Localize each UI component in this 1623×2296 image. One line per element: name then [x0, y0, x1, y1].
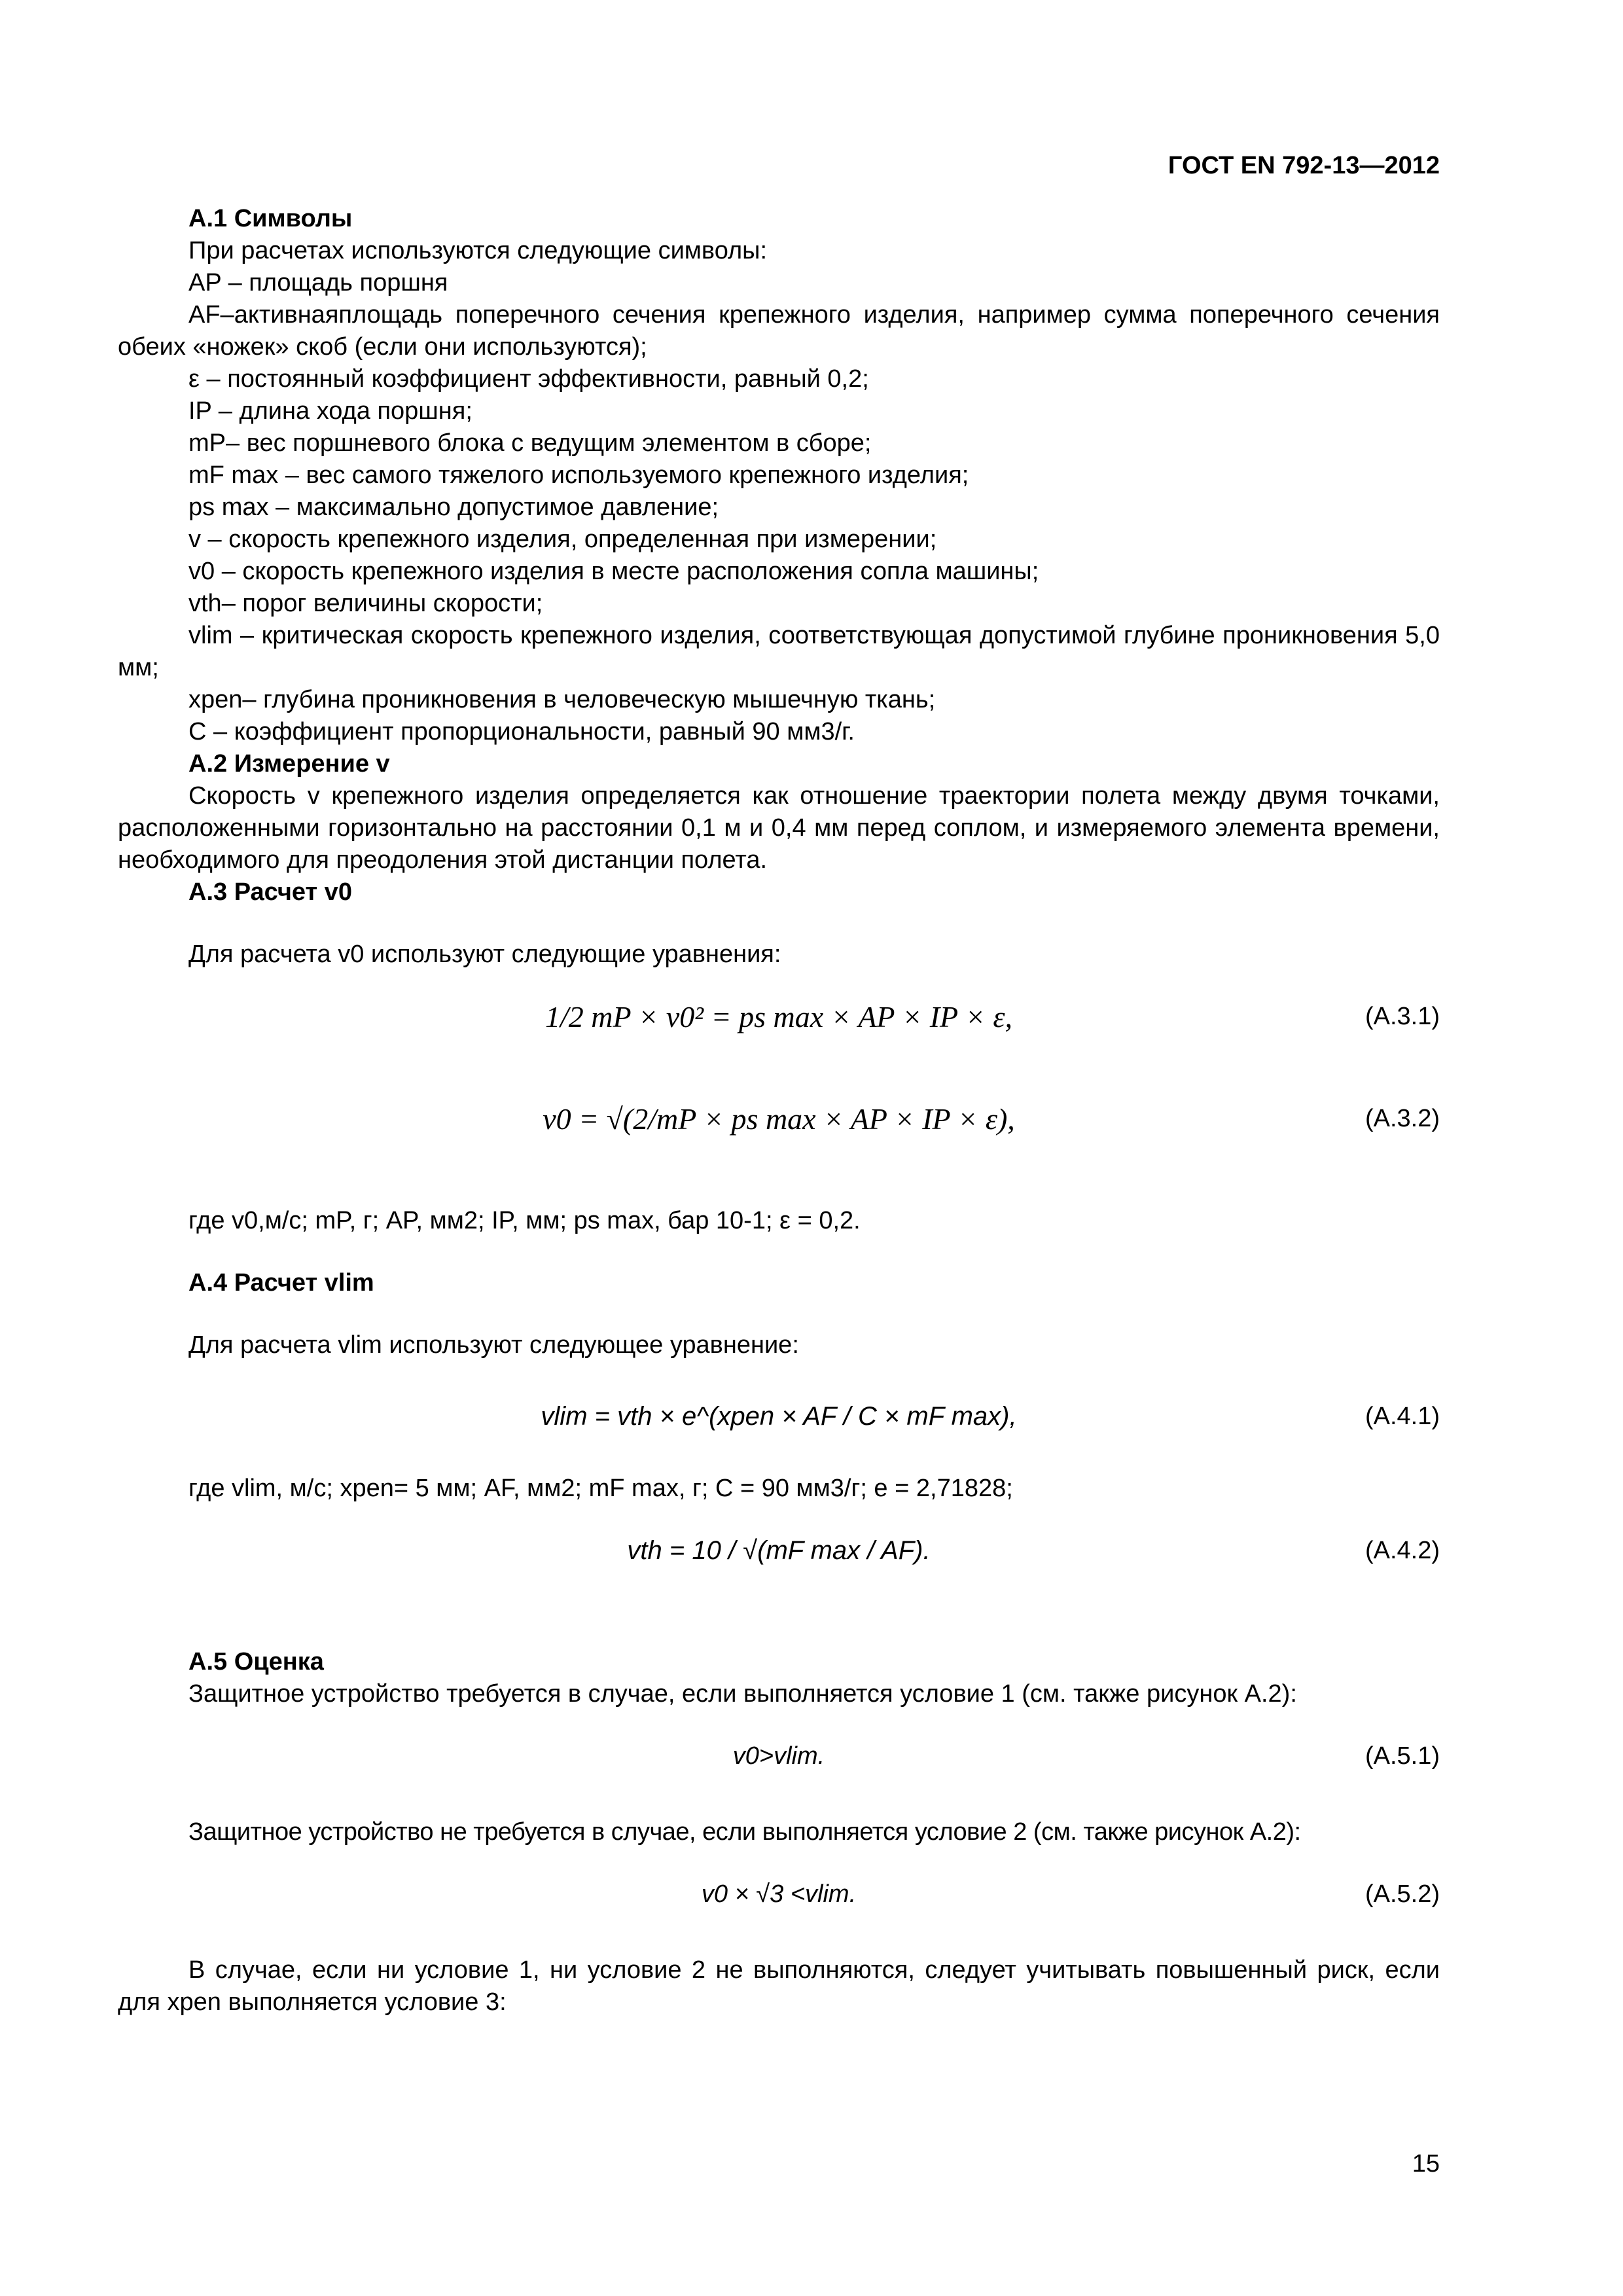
formula-a3-1-expression: 1/2 mP × v0² = ps max × AP × IP × ε,: [545, 1000, 1012, 1033]
formula-a3-2: [118, 1103, 1440, 1175]
symbol-item: AF–активнаяплощадь поперечного сечения крепежного изделия, например сумма поперечного сечения обеих «ножек» скоб (если они используются);: [118, 301, 1440, 361]
formula-a3-1-number: (A.3.1): [1364, 1003, 1440, 1030]
a2-text: Скорость v крепежного изделия определяется как отношение траектории полета между двумя точками, расположенными горизонтально на расстоянии 0,1 м и 0,4 мм перед соплом, и измеряемого элемента времени, необходимого для преодоления этой дистанции полета.: [118, 782, 1440, 874]
formula-a4-1-expression: vlim = vth × e^(xpen × AF / C × mF max),: [541, 1402, 1017, 1431]
section-a3-heading: А.3 Расчет v0: [188, 878, 352, 906]
formula-a5-2-number: (A.5.2): [1364, 1880, 1440, 1908]
section-a4-heading: А.4 Расчет vlim: [188, 1269, 374, 1297]
document-header: ГОСТ EN 792-13—2012: [1168, 152, 1440, 179]
section-a1-heading: А.1 Символы: [188, 205, 353, 232]
formula-a4-1: [118, 1401, 1440, 1473]
symbol-item: vlim – критическая скорость крепежного изделия, соответствующая допустимой глубине проникновения 5,0 мм;: [118, 622, 1440, 681]
a5-text-1: Защитное устройство требуется в случае, если выполняется условие 1 (см. также рисунок А.2):: [188, 1680, 1297, 1708]
symbol-item: vth– порог величины скорости;: [188, 590, 543, 617]
page-number: 15: [1412, 2150, 1440, 2178]
formula-a3-1: [118, 1001, 1440, 1073]
a1-intro: При расчетах используются следующие символы:: [188, 237, 768, 264]
a3-where: где v0,м/с; mP, г; AP, мм2; IP, мм; ps max, бар 10-1; ε = 0,2.: [188, 1207, 861, 1234]
formula-a5-1-number: (A.5.1): [1364, 1742, 1440, 1770]
formula-a4-1-number: (A.4.1): [1364, 1403, 1440, 1430]
formula-a5-2: [118, 1878, 1440, 1924]
formula-a3-2-number: (A.3.2): [1364, 1105, 1440, 1132]
section-a5-heading: А.5 Оценка: [188, 1648, 324, 1676]
symbol-item: v0 – скорость крепежного изделия в месте расположения сопла машины;: [188, 558, 1039, 585]
a5-text-3: В случае, если ни условие 1, ни условие 2 не выполняются, следует учитывать повышенный риск, если для xpen выполняется условие 3:: [118, 1956, 1440, 2016]
formula-a5-1: [118, 1740, 1440, 1786]
a3-intro: Для расчета v0 используют следующие уравнения:: [188, 941, 781, 968]
formula-a5-1-expression: v0>vlim.: [732, 1742, 825, 1770]
symbol-item: IP – длина хода поршня;: [188, 397, 473, 425]
formula-a4-2-expression: vth = 10 / √(mF max / AF).: [627, 1536, 931, 1565]
a5-text-2: Защитное устройство не требуется в случае, если выполняется условие 2 (см. также рисунок А.2):: [188, 1818, 1301, 1846]
page-content: [118, 203, 1440, 2018]
symbol-item: C – коэффициент пропорциональности, равный 90 мм3/г.: [188, 718, 855, 745]
symbol-item: v – скорость крепежного изделия, определенная при измерении;: [188, 526, 937, 553]
a4-intro: Для расчета vlim используют следующее уравнение:: [188, 1331, 799, 1359]
symbol-item: mF max – вес самого тяжелого используемого крепежного изделия;: [188, 461, 969, 489]
symbol-item: xpen– глубина проникновения в человеческую мышечную ткань;: [188, 686, 936, 713]
formula-a4-2-number: (A.4.2): [1364, 1537, 1440, 1564]
formula-a4-2: [118, 1535, 1440, 1607]
a4-where: где vlim, м/с; xpen= 5 мм; AF, мм2; mF max, г; C = 90 мм3/г; e = 2,71828;: [188, 1475, 1013, 1502]
symbol-item: mP– вес поршневого блока с ведущим элементом в сборе;: [188, 429, 872, 457]
formula-a5-2-expression: v0 × √3 <vlim.: [701, 1880, 857, 1908]
symbol-item: ps max – максимально допустимое давление;: [188, 493, 719, 521]
symbol-item: ε – постоянный коэффициент эффективности, равный 0,2;: [188, 365, 869, 393]
section-a2-heading: А.2 Измерение v: [188, 750, 390, 778]
formula-a3-2-expression: v0 = √(2/mP × ps max × AP × IP × ε),: [543, 1102, 1015, 1136]
symbol-item: AP – площадь поршня: [188, 269, 448, 296]
